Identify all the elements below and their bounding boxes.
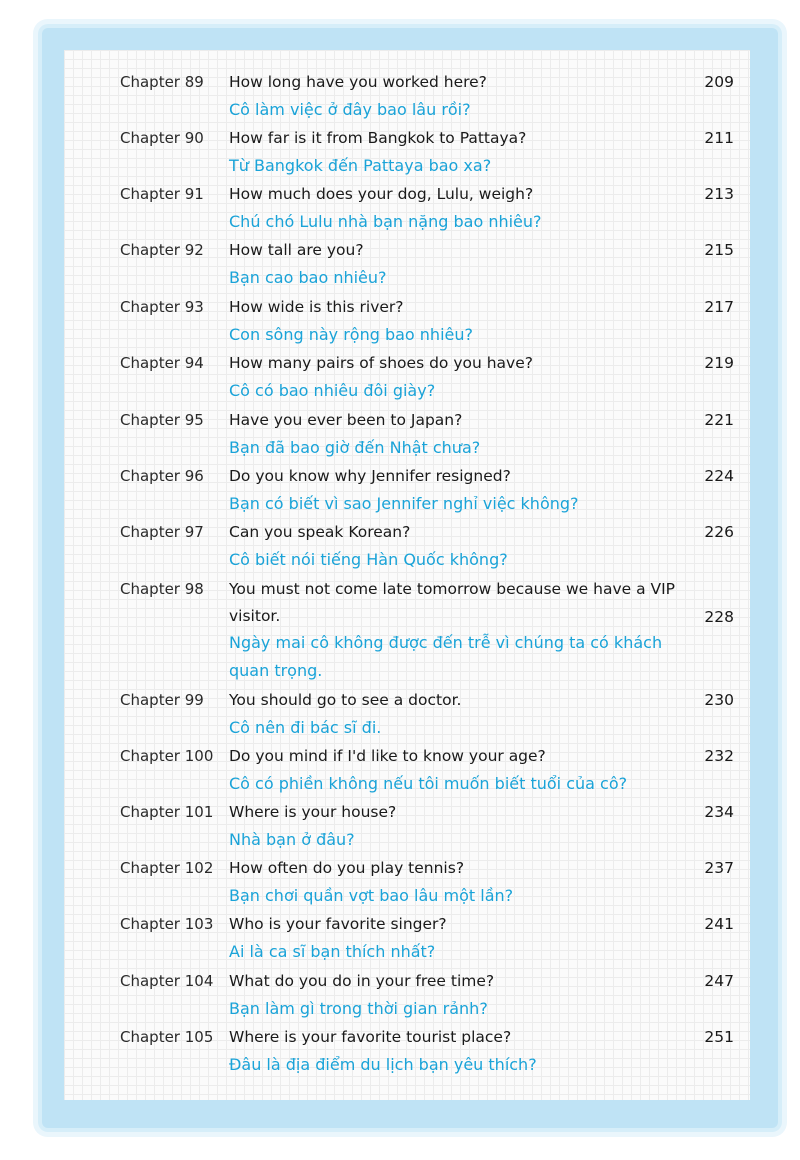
chapter-label: Chapter 103 bbox=[120, 915, 214, 933]
chapter-label: Chapter 102 bbox=[120, 859, 214, 877]
vietnamese-title: Bạn có biết vì sao Jennifer nghỉ việc không? bbox=[229, 494, 579, 513]
page-number: 228 bbox=[704, 608, 734, 626]
english-title: How long have you worked here? bbox=[229, 73, 487, 91]
english-title: Do you know why Jennifer resigned? bbox=[229, 467, 511, 485]
vietnamese-title: Cô nên đi bác sĩ đi. bbox=[229, 718, 382, 737]
page-number: 237 bbox=[704, 859, 734, 877]
chapter-label: Chapter 93 bbox=[120, 298, 204, 316]
page-number: 241 bbox=[704, 915, 734, 933]
page-number: 232 bbox=[704, 747, 734, 765]
english-title: What do you do in your free time? bbox=[229, 972, 495, 990]
page-number: 215 bbox=[704, 241, 734, 259]
chapter-label: Chapter 89 bbox=[120, 73, 204, 91]
chapter-label: Chapter 94 bbox=[120, 354, 204, 372]
vietnamese-title: Cô có phiền không nếu tôi muốn biết tuổi của cô? bbox=[229, 774, 628, 793]
chapter-label: Chapter 90 bbox=[120, 129, 204, 147]
vietnamese-title: Chú chó Lulu nhà bạn nặng bao nhiêu? bbox=[229, 212, 542, 231]
page-number: 234 bbox=[704, 803, 734, 821]
english-title: Have you ever been to Japan? bbox=[229, 411, 463, 429]
vietnamese-title: Con sông này rộng bao nhiêu? bbox=[229, 325, 473, 344]
english-title: You should go to see a doctor. bbox=[229, 691, 462, 709]
page-number: 213 bbox=[704, 185, 734, 203]
english-title: Who is your favorite singer? bbox=[229, 915, 447, 933]
english-title: Where is your house? bbox=[229, 803, 397, 821]
english-title: How tall are you? bbox=[229, 241, 364, 259]
chapter-label: Chapter 105 bbox=[120, 1028, 214, 1046]
english-title: Where is your favorite tourist place? bbox=[229, 1028, 512, 1046]
chapter-label: Chapter 96 bbox=[120, 467, 204, 485]
vietnamese-title: Cô có bao nhiêu đôi giày? bbox=[229, 381, 436, 400]
page-number: 247 bbox=[704, 972, 734, 990]
english-title: How far is it from Bangkok to Pattaya? bbox=[229, 129, 527, 147]
vietnamese-title: Bạn làm gì trong thời gian rảnh? bbox=[229, 999, 488, 1018]
english-title: How many pairs of shoes do you have? bbox=[229, 354, 533, 372]
page-number: 219 bbox=[704, 354, 734, 372]
vietnamese-title: Từ Bangkok đến Pattaya bao xa? bbox=[229, 156, 492, 175]
chapter-label: Chapter 101 bbox=[120, 803, 214, 821]
chapter-label: Chapter 97 bbox=[120, 523, 204, 541]
vietnamese-title: Ngày mai cô không được đến trễ vì chúng ta có khách quan trọng. bbox=[229, 633, 663, 680]
chapter-label: Chapter 98 bbox=[120, 580, 204, 598]
page-number: 226 bbox=[704, 523, 734, 541]
vietnamese-title: Bạn chơi quần vợt bao lâu một lần? bbox=[229, 886, 514, 905]
chapter-label: Chapter 99 bbox=[120, 691, 204, 709]
page-number: 230 bbox=[704, 691, 734, 709]
chapter-label: Chapter 104 bbox=[120, 972, 214, 990]
page-number: 221 bbox=[704, 411, 734, 429]
english-title: Can you speak Korean? bbox=[229, 523, 411, 541]
page-number: 209 bbox=[704, 73, 734, 91]
english-title: How often do you play tennis? bbox=[229, 859, 465, 877]
english-title: How much does your dog, Lulu, weigh? bbox=[229, 185, 534, 203]
page-number: 224 bbox=[704, 467, 734, 485]
page-number: 251 bbox=[704, 1028, 734, 1046]
chapter-label: Chapter 95 bbox=[120, 411, 204, 429]
vietnamese-title: Cô biết nói tiếng Hàn Quốc không? bbox=[229, 550, 508, 569]
vietnamese-title: Đâu là địa điểm du lịch bạn yêu thích? bbox=[229, 1055, 537, 1074]
chapter-label: Chapter 91 bbox=[120, 185, 204, 203]
vietnamese-title: Cô làm việc ở đây bao lâu rồi? bbox=[229, 100, 471, 119]
vietnamese-title: Ai là ca sĩ bạn thích nhất? bbox=[229, 942, 436, 961]
chapter-label: Chapter 92 bbox=[120, 241, 204, 259]
chapter-label: Chapter 100 bbox=[120, 747, 214, 765]
vietnamese-title: Bạn đã bao giờ đến Nhật chưa? bbox=[229, 438, 481, 457]
english-title: Do you mind if I'd like to know your age? bbox=[229, 747, 546, 765]
page-number: 211 bbox=[704, 129, 734, 147]
english-title: You must not come late tomorrow because we have a VIP visitor. bbox=[229, 580, 676, 625]
vietnamese-title: Bạn cao bao nhiêu? bbox=[229, 268, 387, 287]
vietnamese-title: Nhà bạn ở đâu? bbox=[229, 830, 355, 849]
english-title: How wide is this river? bbox=[229, 298, 404, 316]
page-number: 217 bbox=[704, 298, 734, 316]
